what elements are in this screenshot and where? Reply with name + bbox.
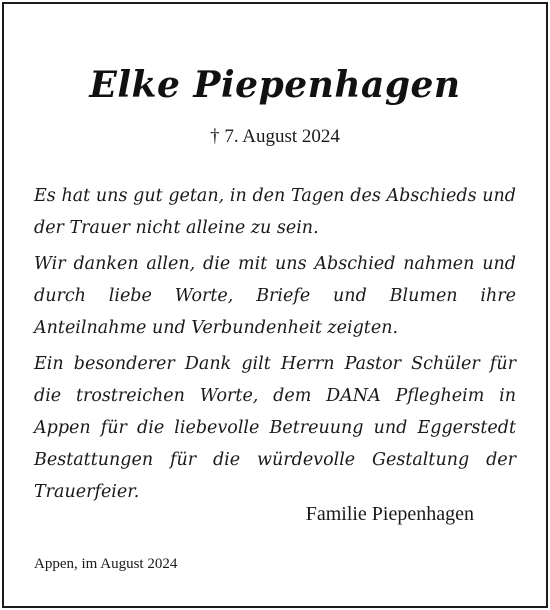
deceased-name: Elke Piepenhagen [89,64,461,106]
paragraph-special-thanks: Ein besonderer Dank gilt Herrn Pastor Schüler für die trostreichen Worte, dem DANA Pflegheim in Appen für die liebevolle Betreuung und Eggerstedt Bestattungen für die würdevolle Gestaltung der Trauerfeier. [34,354,516,502]
death-date: † 7. August 2024 [210,126,340,147]
paragraph-thanks-all: Wir danken allen, die mit uns Abschied nahmen und durch liebe Worte, Briefe und Blumen ihre Anteilnahme und Verbundenheit zeigten. [34,254,516,338]
paragraph-farewell: Es hat uns gut getan, in den Tagen des Abschieds und der Trauer nicht alleine zu sein. [34,186,516,238]
thank-you-text [34,180,516,512]
family-signature: Familie Piepenhagen [305,503,474,525]
place-and-date: Appen, im August 2024 [34,556,178,572]
